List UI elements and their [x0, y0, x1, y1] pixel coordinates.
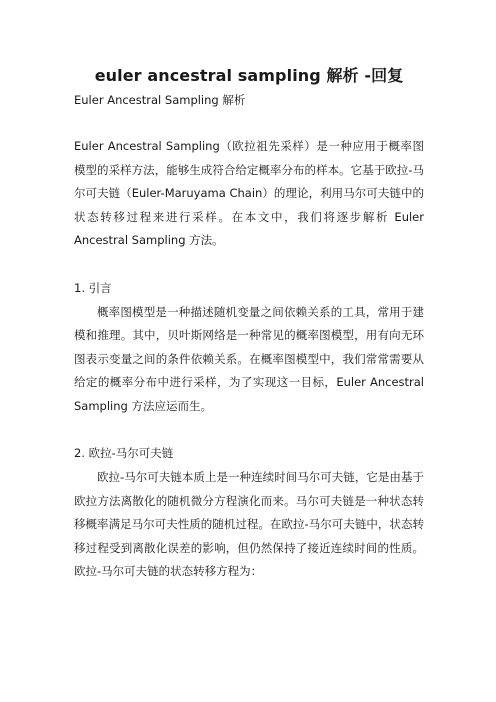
- intro-paragraph: Euler Ancestral Sampling（欧拉祖先采样）是一种应用于概率图模型的采样方法，能够生成符合给定概率分布的样本。它基于欧拉-马尔可夫链（Euler-Maruyama Chain）的理论，利用马尔可夫链中的状态转移过程来进行采样。在本文中，我们将逐步解析 Euler Ancestral Sampling 方法。: [74, 139, 424, 247]
- document-title: euler ancestral sampling 解析 -回复: [94, 66, 404, 85]
- section-body-introduction: 概率图模型是一种描述随机变量之间依赖关系的工具，常用于建模和推理。其中，贝叶斯网络是一种常见的概率图模型，用有向无环图表示变量之间的条件依赖关系。在概率图模型中，我们常常需要从给定的概率分布中进行采样，为了实现这一目标，Euler Ancestral Sampling 方法应运而生。: [74, 304, 424, 413]
- section-heading-introduction: 1. 引言: [74, 280, 112, 295]
- section-body-euler-markov-chain: 欧拉-马尔可夫链本质上是一种连续时间马尔可夫链，它是由基于欧拉方法离散化的随机微分方程演化而来。马尔可夫链是一种状态转移概率满足马尔可夫性质的随机过程。在欧拉-马尔可夫链中，状态转移过程受到离散化误差的影响，但仍然保持了接近连续时间的性质。欧拉-马尔可夫链的状态转移方程为：: [74, 470, 424, 578]
- document-subtitle: Euler Ancestral Sampling 解析: [74, 93, 246, 107]
- section-heading-euler-markov-chain: 2. 欧拉-马尔可夫链: [74, 446, 174, 460]
